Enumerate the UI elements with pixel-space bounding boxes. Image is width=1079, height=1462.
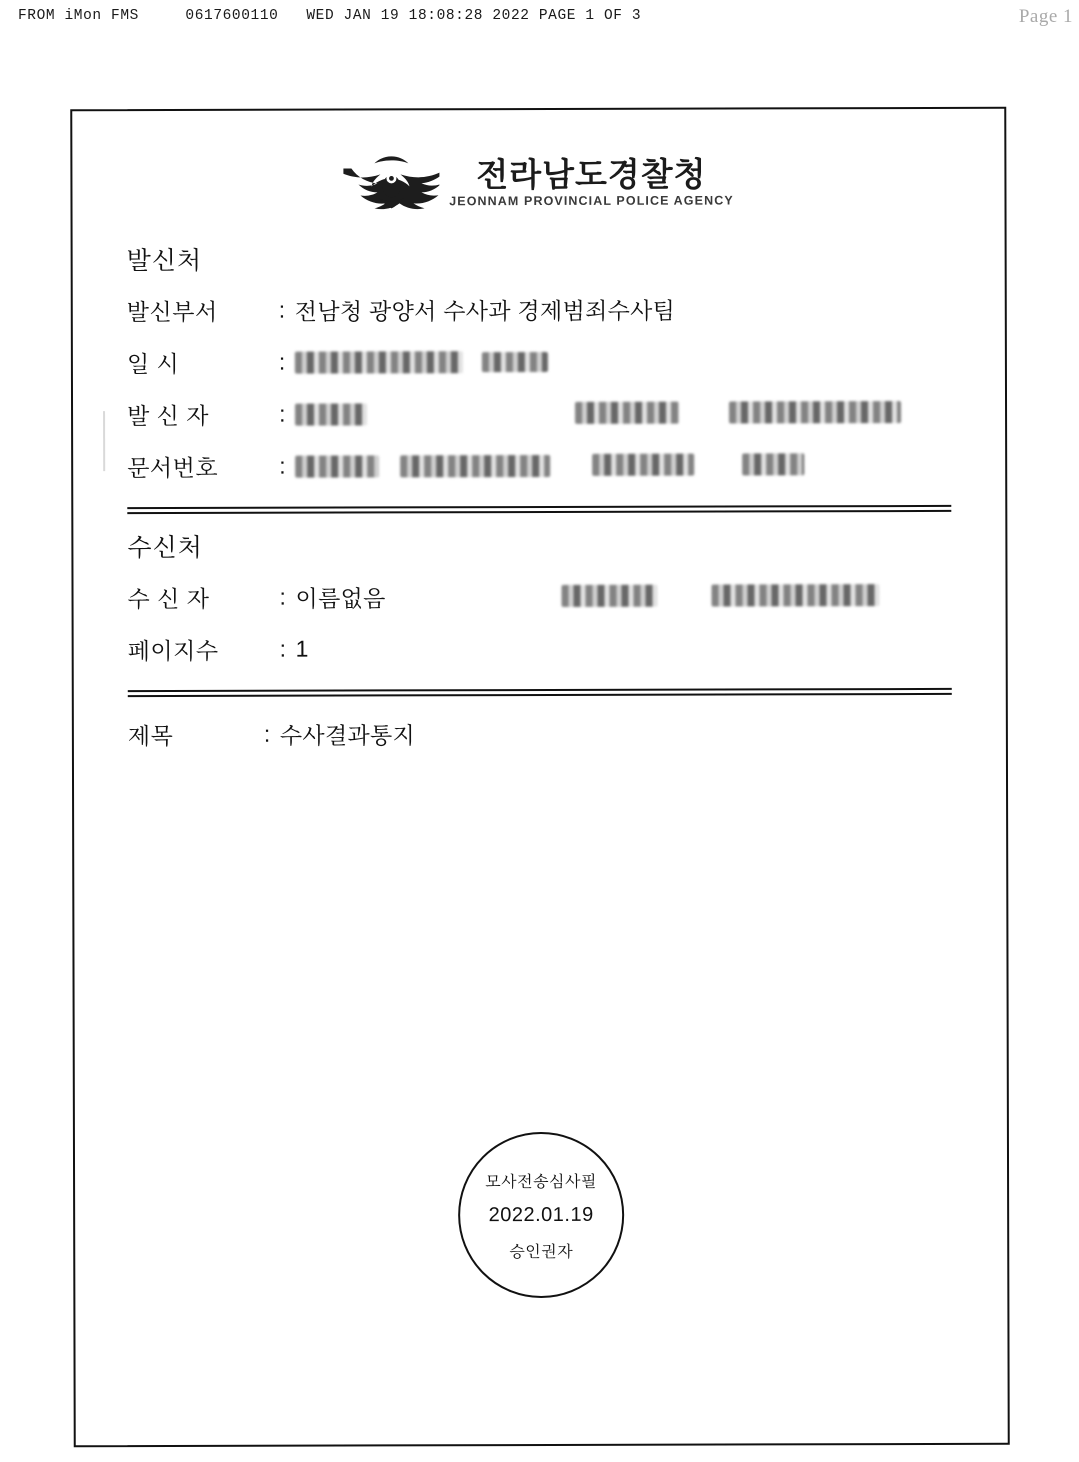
field-row-sender-department xyxy=(127,285,977,333)
redaction-block xyxy=(295,352,463,374)
label-sender-department: 발신부서 xyxy=(126,298,218,325)
field-row-receiver-name xyxy=(127,572,977,620)
fax-transmission-header: FROM iMon FMS 0617600110 WED JAN 19 18:08:28 2022 PAGE 1 OF 3 xyxy=(18,8,642,24)
label-sender-name: 발 신 자 xyxy=(127,402,210,429)
value-page-count: 1 xyxy=(295,635,309,662)
field-row-page-count xyxy=(128,624,978,672)
value-sender-name-redacted xyxy=(295,400,367,427)
redaction-block xyxy=(712,584,880,606)
redaction-block xyxy=(575,402,679,424)
field-row-subject xyxy=(128,709,978,757)
value-datetime-redacted xyxy=(295,347,548,375)
label-subject: 제목 xyxy=(127,722,174,749)
colon: : xyxy=(278,348,286,375)
label-receiver-name: 수 신 자 xyxy=(127,585,210,612)
label-page-count: 페이지수 xyxy=(127,637,219,664)
value-document-number-redacted xyxy=(295,451,550,479)
colon: : xyxy=(263,720,271,747)
redaction-block xyxy=(592,454,694,476)
divider-sender-receiver xyxy=(127,505,951,514)
stamp-bottom-text: 승인권자 xyxy=(509,1243,574,1261)
redaction-block xyxy=(729,401,901,423)
redaction-block xyxy=(482,352,548,372)
redaction-block xyxy=(295,456,379,478)
redaction-block xyxy=(400,455,550,477)
approval-stamp xyxy=(458,1132,624,1298)
value-sender-department: 전남청 광양서 수사과 경제범죄수사팀 xyxy=(294,297,676,325)
redaction-block xyxy=(562,585,658,607)
colon: : xyxy=(279,400,286,427)
stamp-top-text: 모사전송심사필 xyxy=(485,1173,597,1191)
colon: : xyxy=(279,635,287,662)
label-document-number: 문서번호 xyxy=(127,454,219,481)
agency-name-en: JEONNAM PROVINCIAL POLICE AGENCY xyxy=(449,193,734,209)
redaction-block xyxy=(295,404,367,426)
receiver-section-title: 수신처 xyxy=(127,533,203,563)
value-receiver-name: 이름없음 xyxy=(295,584,386,612)
page-label: Page 1 xyxy=(1018,6,1073,27)
colon: : xyxy=(278,296,286,323)
field-row-sender-name xyxy=(127,389,977,437)
sender-contact-redacted xyxy=(575,401,901,424)
stamp-date: 2022.01.19 xyxy=(488,1203,594,1226)
divider-receiver-subject xyxy=(128,688,952,697)
agency-name-kr: 전라남도경찰청 xyxy=(476,155,707,193)
colon: : xyxy=(279,583,286,610)
field-row-document-number xyxy=(127,441,977,489)
value-subject: 수사결과통지 xyxy=(279,721,416,749)
label-datetime: 일 시 xyxy=(126,350,180,377)
field-row-datetime xyxy=(127,337,977,385)
document-number-extra-redacted xyxy=(592,453,804,476)
sender-section-title: 발신처 xyxy=(126,246,203,276)
colon: : xyxy=(279,452,286,479)
receiver-contact-redacted xyxy=(562,584,880,607)
fax-page-sheet xyxy=(70,107,1009,1447)
letterhead xyxy=(100,151,976,215)
redaction-block xyxy=(742,453,804,475)
police-emblem-icon xyxy=(343,152,439,214)
